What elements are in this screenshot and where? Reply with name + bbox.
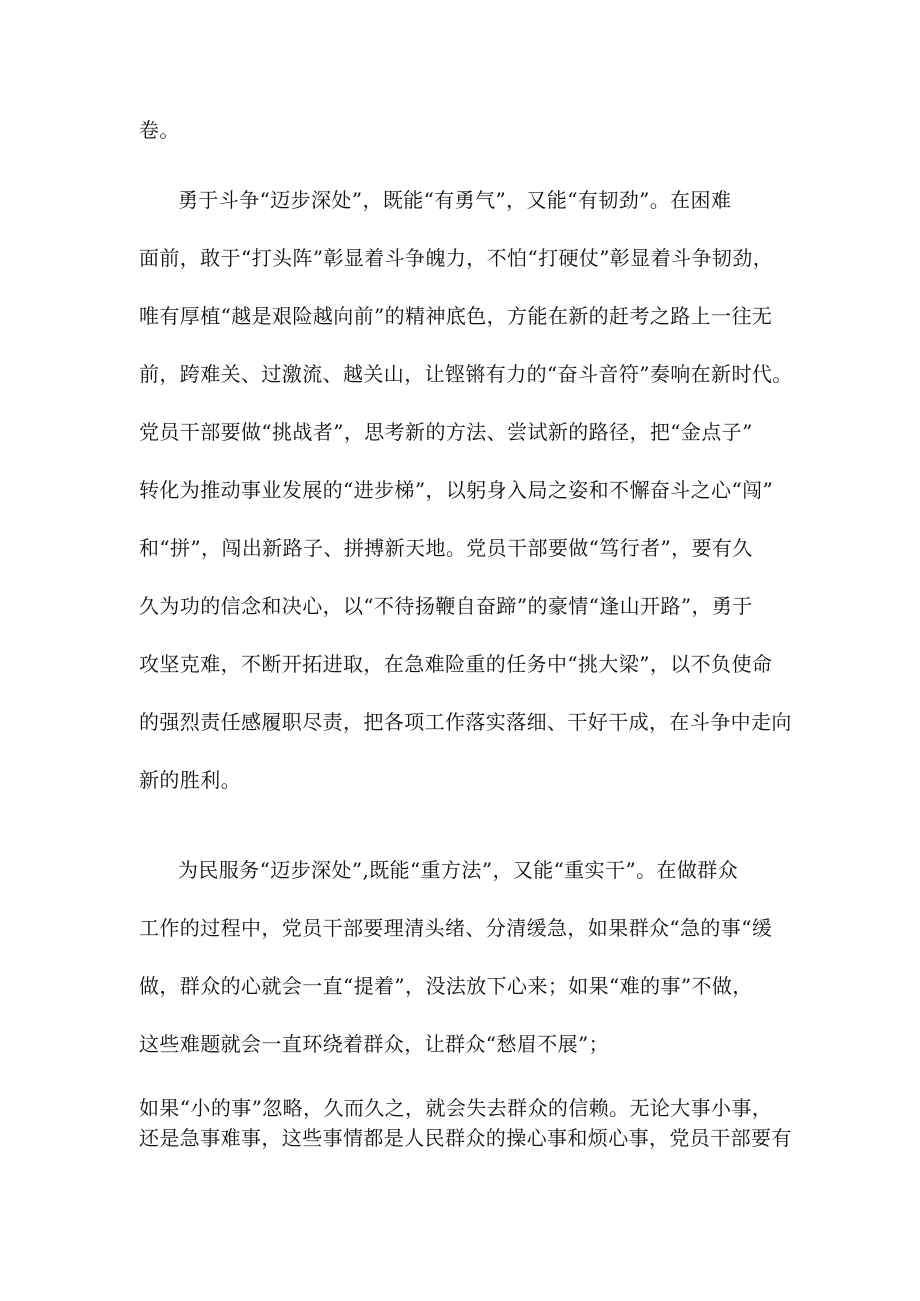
paragraph-2-line-4: 这些难题就会一直环绕着群众，让群众“愁眉不展”； [139,1032,610,1056]
paragraph-1-line-4: 前，跨难关、过激流、越关山，让铿锵有力的“奋斗音符”奏响在新时代。 [139,362,793,386]
paragraph-1-line-5: 党员干部要做“挑战者”，思考新的方法、尝试新的路径，把“金点子” [139,420,753,444]
paragraph-1-line-8: 久为功的信念和决心，以“不待扬鞭自奋蹄”的豪情“逢山开路”，勇于 [139,594,753,618]
paragraph-1-line-7: 和“拼”，闯出新路子、拼搏新天地。党员干部要做“笃行者”，要有久 [139,536,753,560]
paragraph-1-line-6: 转化为推动事业发展的“进步梯”，以躬身入局之姿和不懈奋斗之心“闯” [139,478,774,502]
paragraph-2-line-3: 做，群众的心就会一直“提着”，没法放下心来；如果“难的事”不做， [139,974,753,998]
paragraph-2-line-1: 为民服务“迈步深处”,既能“重方法”，又能“重实干”。在做群众 [178,858,739,882]
paragraph-3-line-2: 还是急事难事，这些事情都是人民群众的操心事和烦心事，党员干部要有 [139,1126,792,1150]
paragraph-1-line-10: 的强烈责任感履职尽责，把各项工作落实落细、干好干成，在斗争中走向 [139,710,792,734]
paragraph-1-line-3: 唯有厚植“越是艰险越向前”的精神底色，方能在新的赶考之路上一往无 [139,304,773,328]
paragraph-1-line-11: 新的胜利。 [139,768,241,792]
paragraph-3-line-1: 如果“小的事”忽略，久而久之，就会失去群众的信赖。无论大事小事， [139,1096,773,1120]
paragraph-1-line-2: 面前，敢于“打头阵”彰显着斗争魄力，不怕“打硬仗”彰显着斗争韧劲， [139,246,774,270]
paragraph-1-line-1: 勇于斗争“迈步深处”，既能“有勇气”，又能“有韧劲”。在困难 [178,188,732,212]
text-line-1: 卷。 [139,118,180,142]
paragraph-2-line-2: 工作的过程中，党员干部要理清头绪、分清缓急，如果群众“急的事“缓 [139,916,773,940]
paragraph-1-line-9: 攻坚克难，不断开拓进取，在急难险重的任务中“挑大梁”，以不负使命 [139,652,773,676]
